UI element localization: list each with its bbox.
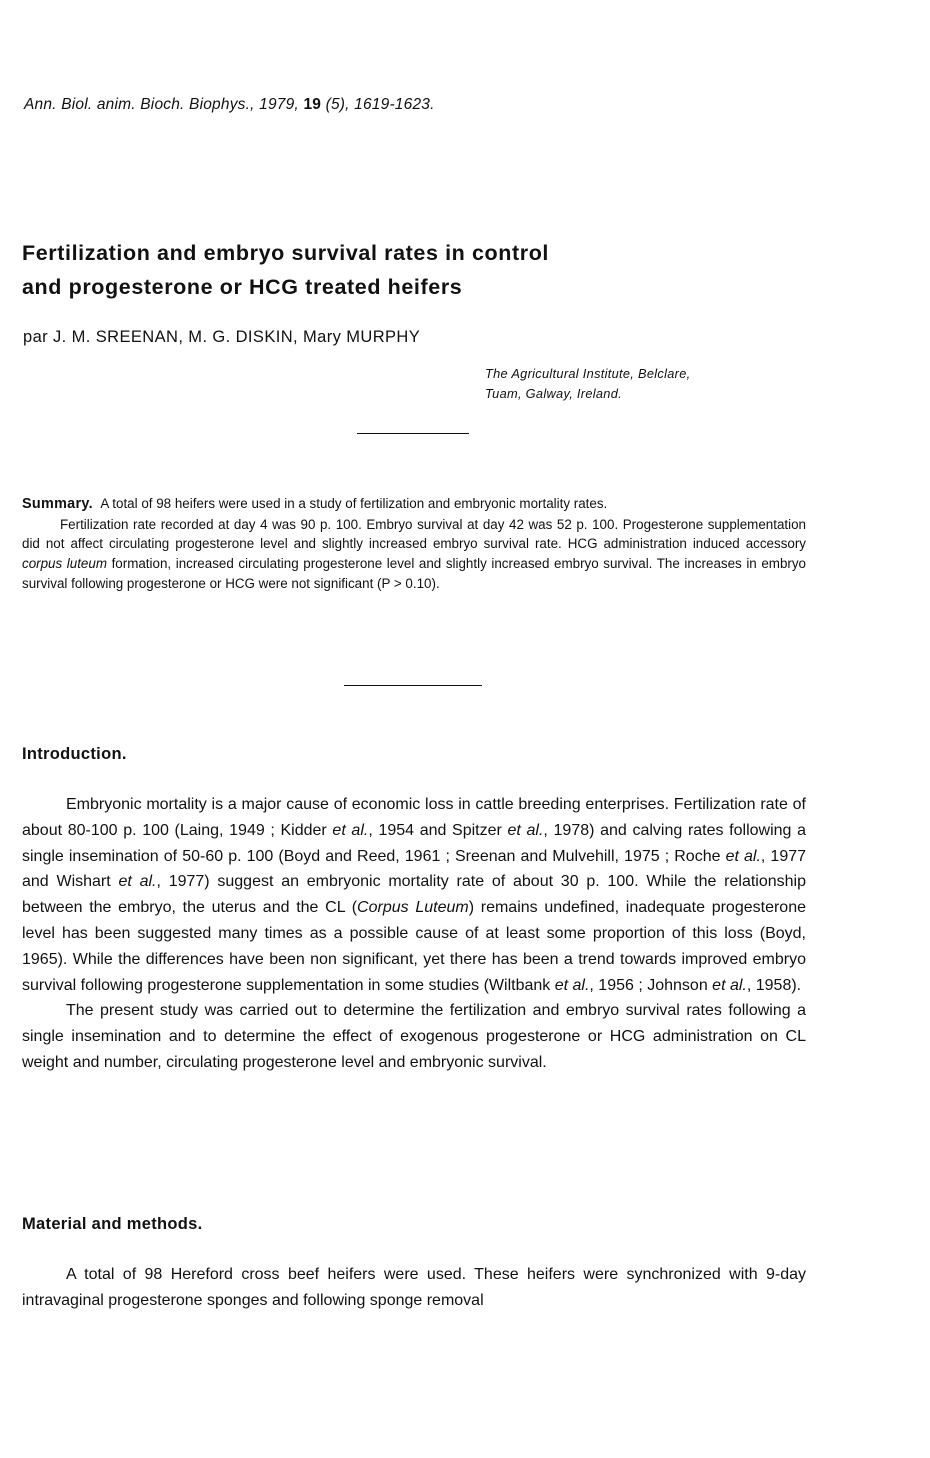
intro-etal-2: et al. bbox=[507, 821, 544, 839]
introduction-heading: Introduction. bbox=[22, 745, 127, 763]
summary-label: Summary. bbox=[22, 496, 93, 512]
summary-text-1: A total of 98 heifers were used in a study of fertilization and embryonic mortality rates. bbox=[100, 496, 608, 511]
summary-divider bbox=[344, 685, 482, 686]
methods-body bbox=[22, 1262, 806, 1314]
intro-text-h: , 1958). bbox=[746, 976, 802, 994]
summary-text-2a: Fertilization rate recorded at day 4 was 90 p. 100. Embryo survival at day 42 was 52 p. 100. Progesterone supplementation did not affect circulating progesterone level and slightly increased embryo survival rate. HCG administration induced accessory bbox=[22, 516, 806, 552]
intro-text-f: ) remains undefined, inadequate progesterone level has been suggested many times as a possible cause of at least some proportion of this loss (Boyd, 1965). While the differences have been non significant, yet there has been a trend towards improved embryo survival following progesterone supplementation in some studies (Wiltbank bbox=[22, 899, 806, 994]
authors: par J. M. SREENAN, M. G. DISKIN, Mary MURPHY bbox=[23, 328, 421, 346]
intro-text-a: Embryonic mortality is a major cause of economic loss in cattle breeding enterprises. Fertilization rate of about 80-100 p. 100 (Laing, 1949 ; Kidder bbox=[22, 796, 806, 839]
introduction-paragraph-2: The present study was carried out to determine the fertilization and embryo survival rates following a single insemination and to determine the effect of exogenous progesterone or HCG administration on CL weight and number, circulating progesterone level and embryonic survival. bbox=[22, 1002, 806, 1071]
intro-etal-4: et al. bbox=[118, 873, 157, 891]
article-title bbox=[22, 236, 549, 304]
intro-text-g: , 1956 ; Johnson bbox=[589, 976, 713, 994]
methods-paragraph-1: A total of 98 Hereford cross beef heifers were used. These heifers were synchronized with 9-day intravaginal progesterone sponges and following sponge removal bbox=[22, 1266, 806, 1309]
citation-journal: Ann. Biol. anim. Bioch. Biophys. bbox=[24, 96, 251, 113]
summary-paragraph-2 bbox=[22, 515, 806, 594]
intro-text-c: , 1978) and calving rates following a single insemination of 50-60 p. 100 (Boyd and Reed, 1961 ; Sreenan and Mulvehill, 1975 ; Roche bbox=[22, 821, 806, 865]
citation-year: 1979, bbox=[259, 96, 299, 113]
summary-term-corpus-luteum: corpus luteum bbox=[22, 556, 107, 572]
intro-etal-3: et al. bbox=[725, 847, 761, 865]
intro-text-d: , 1977 and Wishart bbox=[22, 847, 807, 891]
citation-issue-pages: (5), 1619-1623. bbox=[325, 96, 435, 113]
introduction-paragraph-1 bbox=[22, 792, 806, 998]
intro-text-e: , 1977) suggest an embryonic mortality rate of about 30 p. 100. While the relationship between the embryo, the uterus and the CL ( bbox=[22, 873, 807, 917]
intro-text-b: , 1954 and Spitzer bbox=[368, 821, 508, 839]
journal-citation: Ann. Biol. anim. Bioch. Biophys., 1979, 19 (5), 1619-1623. bbox=[24, 96, 435, 113]
intro-etal-6: et al. bbox=[712, 976, 747, 994]
summary-text-2b: formation, increased circulating progesterone level and slightly increased embryo survival. The increases in embryo survival following progesterone or HCG were not significant (P > 0.10). bbox=[22, 556, 806, 591]
methods-heading: Material and methods. bbox=[22, 1215, 203, 1233]
title-line-2: and progesterone or HCG treated heifers bbox=[22, 275, 463, 299]
intro-etal-1: et al. bbox=[332, 821, 369, 839]
summary-section bbox=[22, 494, 806, 594]
affiliation bbox=[485, 364, 691, 404]
title-divider bbox=[357, 433, 469, 434]
intro-term-corpus-luteum: Corpus Luteum bbox=[357, 899, 469, 917]
affiliation-line-1: The Agricultural Institute, Belclare, bbox=[485, 366, 691, 381]
title-line-1: Fertilization and embryo survival rates in control bbox=[22, 241, 550, 265]
affiliation-line-2: Tuam, Galway, Ireland. bbox=[485, 386, 622, 401]
intro-etal-5: et al. bbox=[554, 976, 590, 994]
introduction-body bbox=[22, 792, 806, 1076]
summary-paragraph-1 bbox=[22, 494, 806, 515]
citation-volume: 19 bbox=[303, 96, 322, 113]
